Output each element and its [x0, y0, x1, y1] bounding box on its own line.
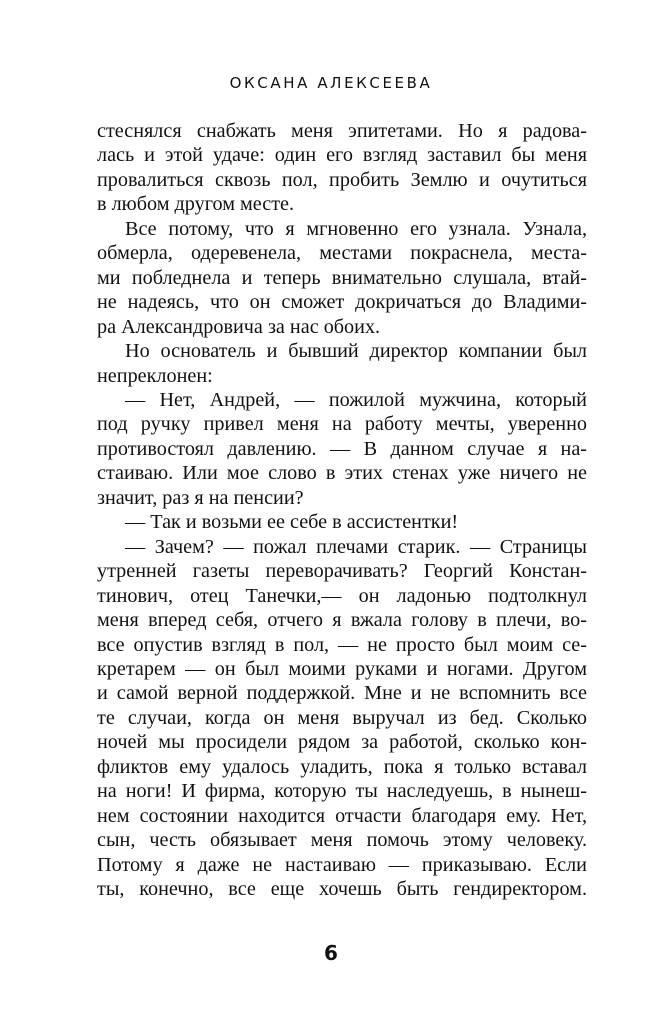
page-number: 6 — [324, 941, 338, 965]
text-line: нем состоянии находится отчасти благодаря ему. Нет, — [97, 804, 587, 827]
text-line: утренней газеты переворачивать? Георгий Констан- — [97, 560, 587, 583]
page-body-text — [97, 119, 587, 902]
text-line: не надеясь, что он сможет докричаться до Владими- — [97, 291, 587, 314]
text-line: Потому я даже не настаиваю — приказываю. Если — [97, 853, 587, 876]
text-line: — Нет, Андрей, — пожилой мужчина, который — [125, 388, 587, 411]
text-line: кретарем — он был моими руками и ногами. Другом — [97, 657, 587, 680]
text-line: стаиваю. Или мое слово в этих стенах уже ничего не — [97, 462, 587, 485]
text-line: ночей мы просидели рядом за работой, сколько кон- — [97, 731, 587, 754]
text-line: противостоял давлению. — В данном случае я на- — [97, 437, 587, 460]
running-header: ОКСАНА АЛЕКСЕЕВА — [229, 74, 433, 92]
text-line: фликтов ему удалось уладить, пока я только вставал — [97, 755, 587, 778]
text-line: сын, честь обязывает меня помочь этому человеку. — [97, 829, 587, 852]
text-line: ра Александровича за нас обоих. — [97, 315, 381, 338]
text-line: обмерла, одеревенела, местами покраснела, места- — [97, 242, 587, 265]
text-line: — Так и возьми ее себе в ассистентки! — [125, 511, 459, 534]
text-line: на ноги! И фирма, которую ты наследуешь, в нынеш- — [97, 780, 587, 803]
text-line: лась и этой удаче: один его взгляд заставил бы меня — [97, 144, 587, 167]
text-line: Но основатель и бывший директор компании был — [125, 340, 587, 363]
text-line: меня вперед себя, отчего я вжала голову в плечи, во- — [97, 609, 587, 632]
text-line: тинович, отец Танечки,— он ладонью подтолкнул — [97, 584, 587, 607]
text-line: ты, конечно, все еще хочешь быть гендиректором. — [97, 878, 587, 901]
text-line: Все потому, что я мгновенно его узнала. Узнала, — [125, 217, 587, 240]
text-line: — Зачем? — пожал плечами старик. — Страницы — [125, 535, 587, 558]
text-line: стеснялся снабжать меня эпитетами. Но я радова- — [97, 120, 587, 142]
text-line: значит, раз я на пенсии? — [97, 486, 304, 509]
text-line: и самой верной поддержкой. Мне и не вспомнить все — [97, 682, 587, 705]
text-line: те случаи, когда он меня выручал из бед. Сколько — [97, 706, 587, 729]
text-line: все опустив взгляд в пол, — не просто был моим се- — [97, 633, 587, 656]
text-line: непреклонен: — [97, 364, 213, 387]
text-line: провалиться сквозь пол, пробить Землю и очутиться — [97, 168, 587, 191]
text-line: в любом другом месте. — [97, 193, 295, 216]
text-line: под ручку привел меня на работу мечты, уверенно — [97, 413, 587, 436]
text-line: ми побледнела и теперь внимательно слушала, втай- — [97, 266, 587, 289]
